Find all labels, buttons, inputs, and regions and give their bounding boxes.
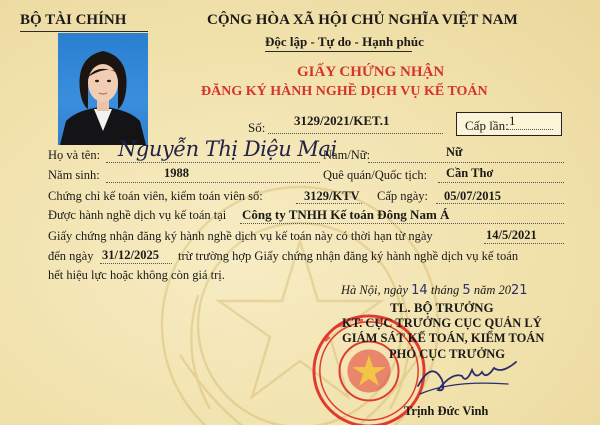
valid-from-dotted-line <box>484 243 564 244</box>
gender-dotted-line <box>368 162 564 163</box>
cert-date-value: 05/07/2015 <box>444 189 501 203</box>
certificate-title: GIẤY CHỨNG NHẬN <box>297 64 445 80</box>
ministry-name: BỘ TÀI CHÍNH <box>20 12 127 28</box>
gender-label: Nam/Nữ: <box>323 148 371 162</box>
signing-month: 5 <box>462 283 471 298</box>
issue-dotted-line <box>507 129 553 130</box>
republic-name: CỘNG HÒA XÃ HỘI CHỦ NGHĨA VIỆT NAM <box>207 12 518 28</box>
year-label: năm 20 <box>473 283 511 297</box>
ministry-underline <box>20 31 148 32</box>
birth-label: Năm sinh: <box>48 168 100 182</box>
signing-title-supervision: GIÁM SÁT KẾ TOÁN, KIỂM TOÁN <box>342 331 545 345</box>
birth-year: 1988 <box>164 166 189 180</box>
certificate-number: 3129/2021/KET.1 <box>294 113 390 128</box>
expiry-text: hết hiệu lực hoặc không còn giá trị. <box>48 268 225 282</box>
gender-value: Nữ <box>446 145 463 159</box>
number-label: Số: <box>248 120 266 135</box>
portrait-figure <box>58 33 148 145</box>
signing-place: Hà Nội, ngày <box>341 283 409 297</box>
hometown-dotted-line <box>438 182 564 183</box>
signing-year-suffix: 21 <box>510 283 528 298</box>
cert-dotted-line <box>296 203 362 204</box>
validity-label: Giấy chứng nhận đăng ký hành nghề dịch vụ kế toán này có thời hạn từ ngày <box>48 229 433 243</box>
certificate-subtitle: ĐĂNG KÝ HÀNH NGHỀ DỊCH VỤ KẾ TOÁN <box>201 84 488 99</box>
name-label: Họ và tên: <box>48 148 101 162</box>
signer-name: Trịnh Đức Vinh <box>404 404 489 418</box>
number-dotted-line <box>268 133 443 134</box>
signing-title-department: KT. CỤC TRƯỞNG CỤC QUẢN LÝ <box>342 316 542 330</box>
exception-text: trừ trường hợp Giấy chứng nhận đăng ký hành nghề dịch vụ kế toán <box>178 249 519 263</box>
accountant-cert-label: Chứng chỉ kế toán viên, kiểm toán viên số: <box>48 189 263 203</box>
handwritten-signature <box>412 350 522 400</box>
company-dotted-line <box>240 223 564 224</box>
signing-title-deputy: PHÓ CỤC TRƯỞNG <box>389 347 505 361</box>
portrait-photo <box>58 33 148 145</box>
valid-to-label: đến ngày <box>48 249 94 263</box>
birth-dotted-line <box>106 182 320 183</box>
national-motto: Độc lập - Tự do - Hạnh phúc <box>265 34 424 49</box>
signing-title-minister: TL. BỘ TRƯỞNG <box>390 300 494 315</box>
issue-number: 1 <box>509 113 516 128</box>
company-name: Công ty TNHH Kế toán Đông Nam Á <box>242 207 450 222</box>
signing-day: 14 <box>411 283 428 298</box>
valid-to-dotted-line <box>100 263 172 264</box>
cert-date-label: Cấp ngày: <box>377 189 429 203</box>
valid-to-date: 31/12/2025 <box>102 248 159 262</box>
holder-name: Nguyễn Thị Diệu Mai <box>118 137 337 161</box>
month-label: tháng <box>430 283 460 297</box>
name-dotted-line <box>106 162 320 163</box>
valid-from-date: 14/5/2021 <box>486 228 537 242</box>
practice-label: Được hành nghề dịch vụ kế toán tại <box>48 208 227 222</box>
motto-underline <box>265 51 412 52</box>
cert-date-dotted-line <box>436 203 564 204</box>
accountant-cert-number: 3129/KTV <box>304 189 360 203</box>
signing-date <box>341 283 528 298</box>
hometown-label: Quê quán/Quốc tịch: <box>323 168 428 182</box>
issue-label: Cấp lần: <box>465 118 509 133</box>
hometown-value: Cần Thơ <box>446 166 494 180</box>
